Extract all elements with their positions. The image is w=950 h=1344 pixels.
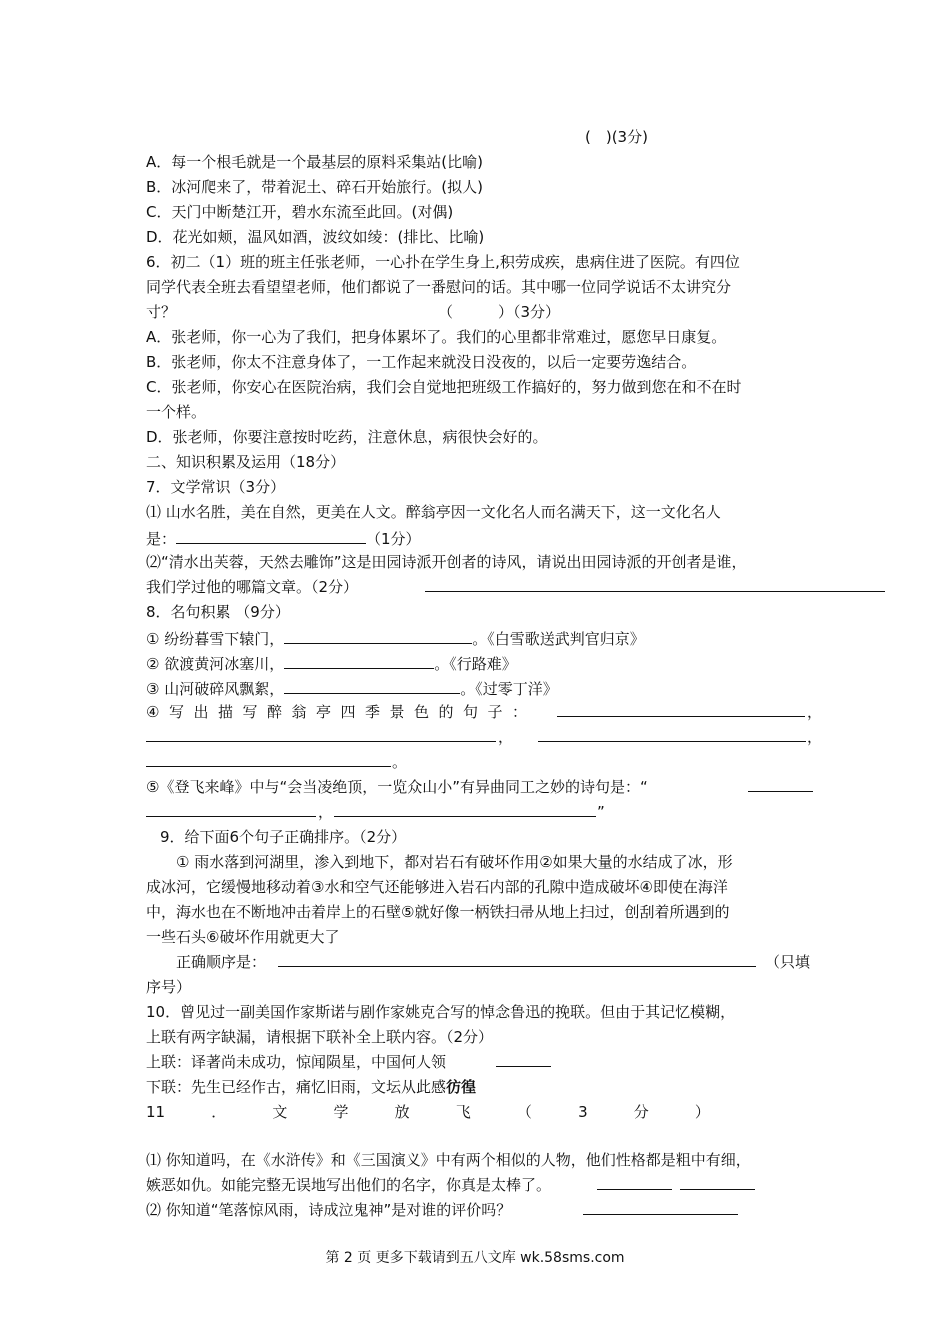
q8-answer-blank-6[interactable] [538,725,806,742]
q10-answer-blank[interactable] [496,1050,551,1067]
q11-part1-line2: 嫉恶如仇。如能完整无误地写出他们的名字，你真是太棒了。 [146,1176,552,1194]
q7-part1-line2 [146,527,421,549]
q11-title-char: 分 [633,1103,649,1121]
q8-period: 。 [392,753,408,771]
q8-source-3: 。《过零丁洋》 [460,680,558,698]
q11-part1-line1: ⑴ 你知道吗，在《水浒传》和《三国演义》中有两个相似的人物，他们性格都是粗中有细， [146,1151,751,1169]
q8-line-3 [146,677,558,699]
q10-upper-couplet: 上联：译著尚未成功，惊闻陨星，中国何人领 [146,1053,447,1071]
q9-line-3: 中，海水也在不断地冲击着岸上的石壁⑤就好像一柄铁扫帚从地上扫过，创刮着所遇到的 [146,903,730,921]
section-2-title: 二、知识积累及运用（18分） [146,453,346,471]
q8-answer-blank-5[interactable] [146,725,496,742]
q7-part1-label: 是： [146,530,177,548]
q11-title-char: 学 [333,1103,349,1121]
q11-part2: ⑵ 你知道“笔落惊风雨，诗成泣鬼神”是对谁的评价吗？ [146,1201,512,1219]
q6-line-1: 6．初二（1）班的班主任张老师，一心扑在学生身上,积劳成疾，患病住进了医院。有四位 [146,253,740,271]
q11-title-char: （ [516,1103,532,1121]
q8-answer-blank-7[interactable] [146,750,391,767]
page-footer: 第 2 页 更多下载请到五八文库 wk.58sms.com [325,1250,625,1266]
q9-title: 9．给下面6个句子正确排序。（2分） [160,828,407,846]
q8-prompt-2: ② 欲渡黄河冰塞川， [146,655,285,673]
q7-answer-blank-2[interactable] [425,575,885,592]
q8-source-2: 。《行路难》 [434,655,517,673]
q9-answer-label: 正确顺序是： [176,953,267,971]
q11-title-char: 放 [394,1103,410,1121]
q11-title-char: 3 [578,1103,588,1121]
q11-title-char: 11 [146,1103,166,1121]
q10-line-2: 上联有两字缺漏，请根据下联补全上联内容。（2分） [146,1028,494,1046]
q11-title-char: 文 [272,1103,288,1121]
q7-part1-line1: ⑴ 山水名胜，美在自然，更美在人文。醉翁亭因一文化名人而名满天下，这一文化名人 [146,503,721,521]
q7-part1-score: （1分） [366,530,421,548]
q7-answer-blank-1[interactable] [176,527,366,544]
q8-comma-1: ， [807,703,823,721]
q6-option-b: B．张老师，你太不注意身体了，一工作起来就没日没夜的，以后一定要劳逸结合。 [146,353,697,371]
q8-comma-2: ， [498,728,514,746]
q6-line-3: 寸？ [146,303,177,321]
q8-prompt-3: ③ 山河破碎风飘絮， [146,680,285,698]
q10-line-1: 10．曾见过一副美国作家斯诺与剧作家姚克合写的悼念鲁迅的挽联。但由于其记忆模糊， [146,1003,736,1021]
q11-answer-blank-3[interactable] [583,1198,738,1215]
q8-answer-blank-1[interactable] [284,627,472,644]
q8-close-quote: ” [597,803,605,821]
q8-line-2 [146,652,517,674]
q5-option-d: D．花光如颊，温风如酒，波纹如绫：(排比、比喻) [146,228,485,246]
q5-option-a: A．每一个根毛就是一个最基层的原料采集站(比喻) [146,153,483,171]
q7-part2-line1: ⑵“清水出芙蓉，天然去雕饰”这是田园诗派开创者的诗风，请说出田园诗派的开创者是谁， [146,553,747,571]
q6-score: （ ）（3分） [438,303,561,321]
q8-answer-blank-9[interactable] [146,800,316,817]
q9-answer-note-2: 序号） [146,978,192,996]
q10-lower-emphasis: 彷徨 [446,1078,477,1096]
q8-answer-blank-3[interactable] [284,677,460,694]
q6-option-c-1: C．张老师，你安心在医院治病，我们会自觉地把班级工作搞好的，努力做到您在和不在时 [146,378,742,396]
q8-title: 8．名句积累 （9分） [146,603,290,621]
q6-option-c-2: 一个样。 [146,403,207,421]
q7-part2-line2: 我们学过他的哪篇文章。（2分） [146,578,359,596]
q8-prompt-1: ① 纷纷暮雪下辕门， [146,630,285,648]
q8-prompt-4: ④写出描写醉翁亭四季景色的句子： [146,703,537,721]
q6-option-a: A．张老师，你一心为了我们，把身体累坏了。我们的心里都非常难过，愿您早日康复。 [146,328,727,346]
q8-comma-4: ， [318,803,334,821]
q8-line-1 [146,627,645,649]
q10-lower-couplet [146,1077,476,1097]
q8-answer-blank-2[interactable] [284,652,434,669]
q11-title [146,1102,710,1122]
q8-source-1: 。《白雪歌送武判官归京》 [472,630,645,648]
q9-line-2: 成冰河，它缓慢地移动着③水和空气还能够进入岩石内部的孔隙中造成破坏④即使在海洋 [146,878,728,896]
q9-answer-blank[interactable] [278,950,756,967]
q5-option-b: B．冰河爬来了，带着泥土、碎石开始旅行。(拟人) [146,178,483,196]
q7-title: 7．文学常识（3分） [146,478,286,496]
q8-comma-3: ， [807,728,823,746]
q9-answer-note: （只填 [765,953,811,971]
q8-answer-blank-8[interactable] [748,775,813,792]
q5-option-c: C．天门中断楚江开，碧水东流至此回。(对偶) [146,203,454,221]
q11-title-char: ） [694,1103,710,1121]
q6-line-2: 同学代表全班去看望望老师，他们都说了一番慰问的话。其中哪一位同学说话不太讲究分 [146,278,732,296]
q5-score: ( )(3分) [585,128,648,146]
q8-prompt-5: ⑤《登飞来峰》中与“会当凌绝顶，一览众山小”有异曲同工之妙的诗句是：“ [146,778,648,796]
q11-title-char: ． [211,1103,227,1121]
q10-lower-text: 下联：先生已经作古，痛忆旧雨，文坛从此感 [146,1078,447,1096]
q8-answer-blank-10[interactable] [334,800,596,817]
q11-answer-blank-2[interactable] [680,1173,755,1190]
q8-answer-blank-4[interactable] [557,700,805,717]
q11-answer-blank-1[interactable] [597,1173,672,1190]
q6-option-d: D．张老师，你要注意按时吃药，注意休息，病很快会好的。 [146,428,548,446]
q9-line-1: ① 雨水落到河湖里，渗入到地下，都对岩石有破坏作用②如果大量的水结成了冰，形 [176,853,733,871]
q9-line-4: 一些石头⑥破坏作用就更大了 [146,928,340,946]
q11-title-char: 飞 [455,1103,471,1121]
